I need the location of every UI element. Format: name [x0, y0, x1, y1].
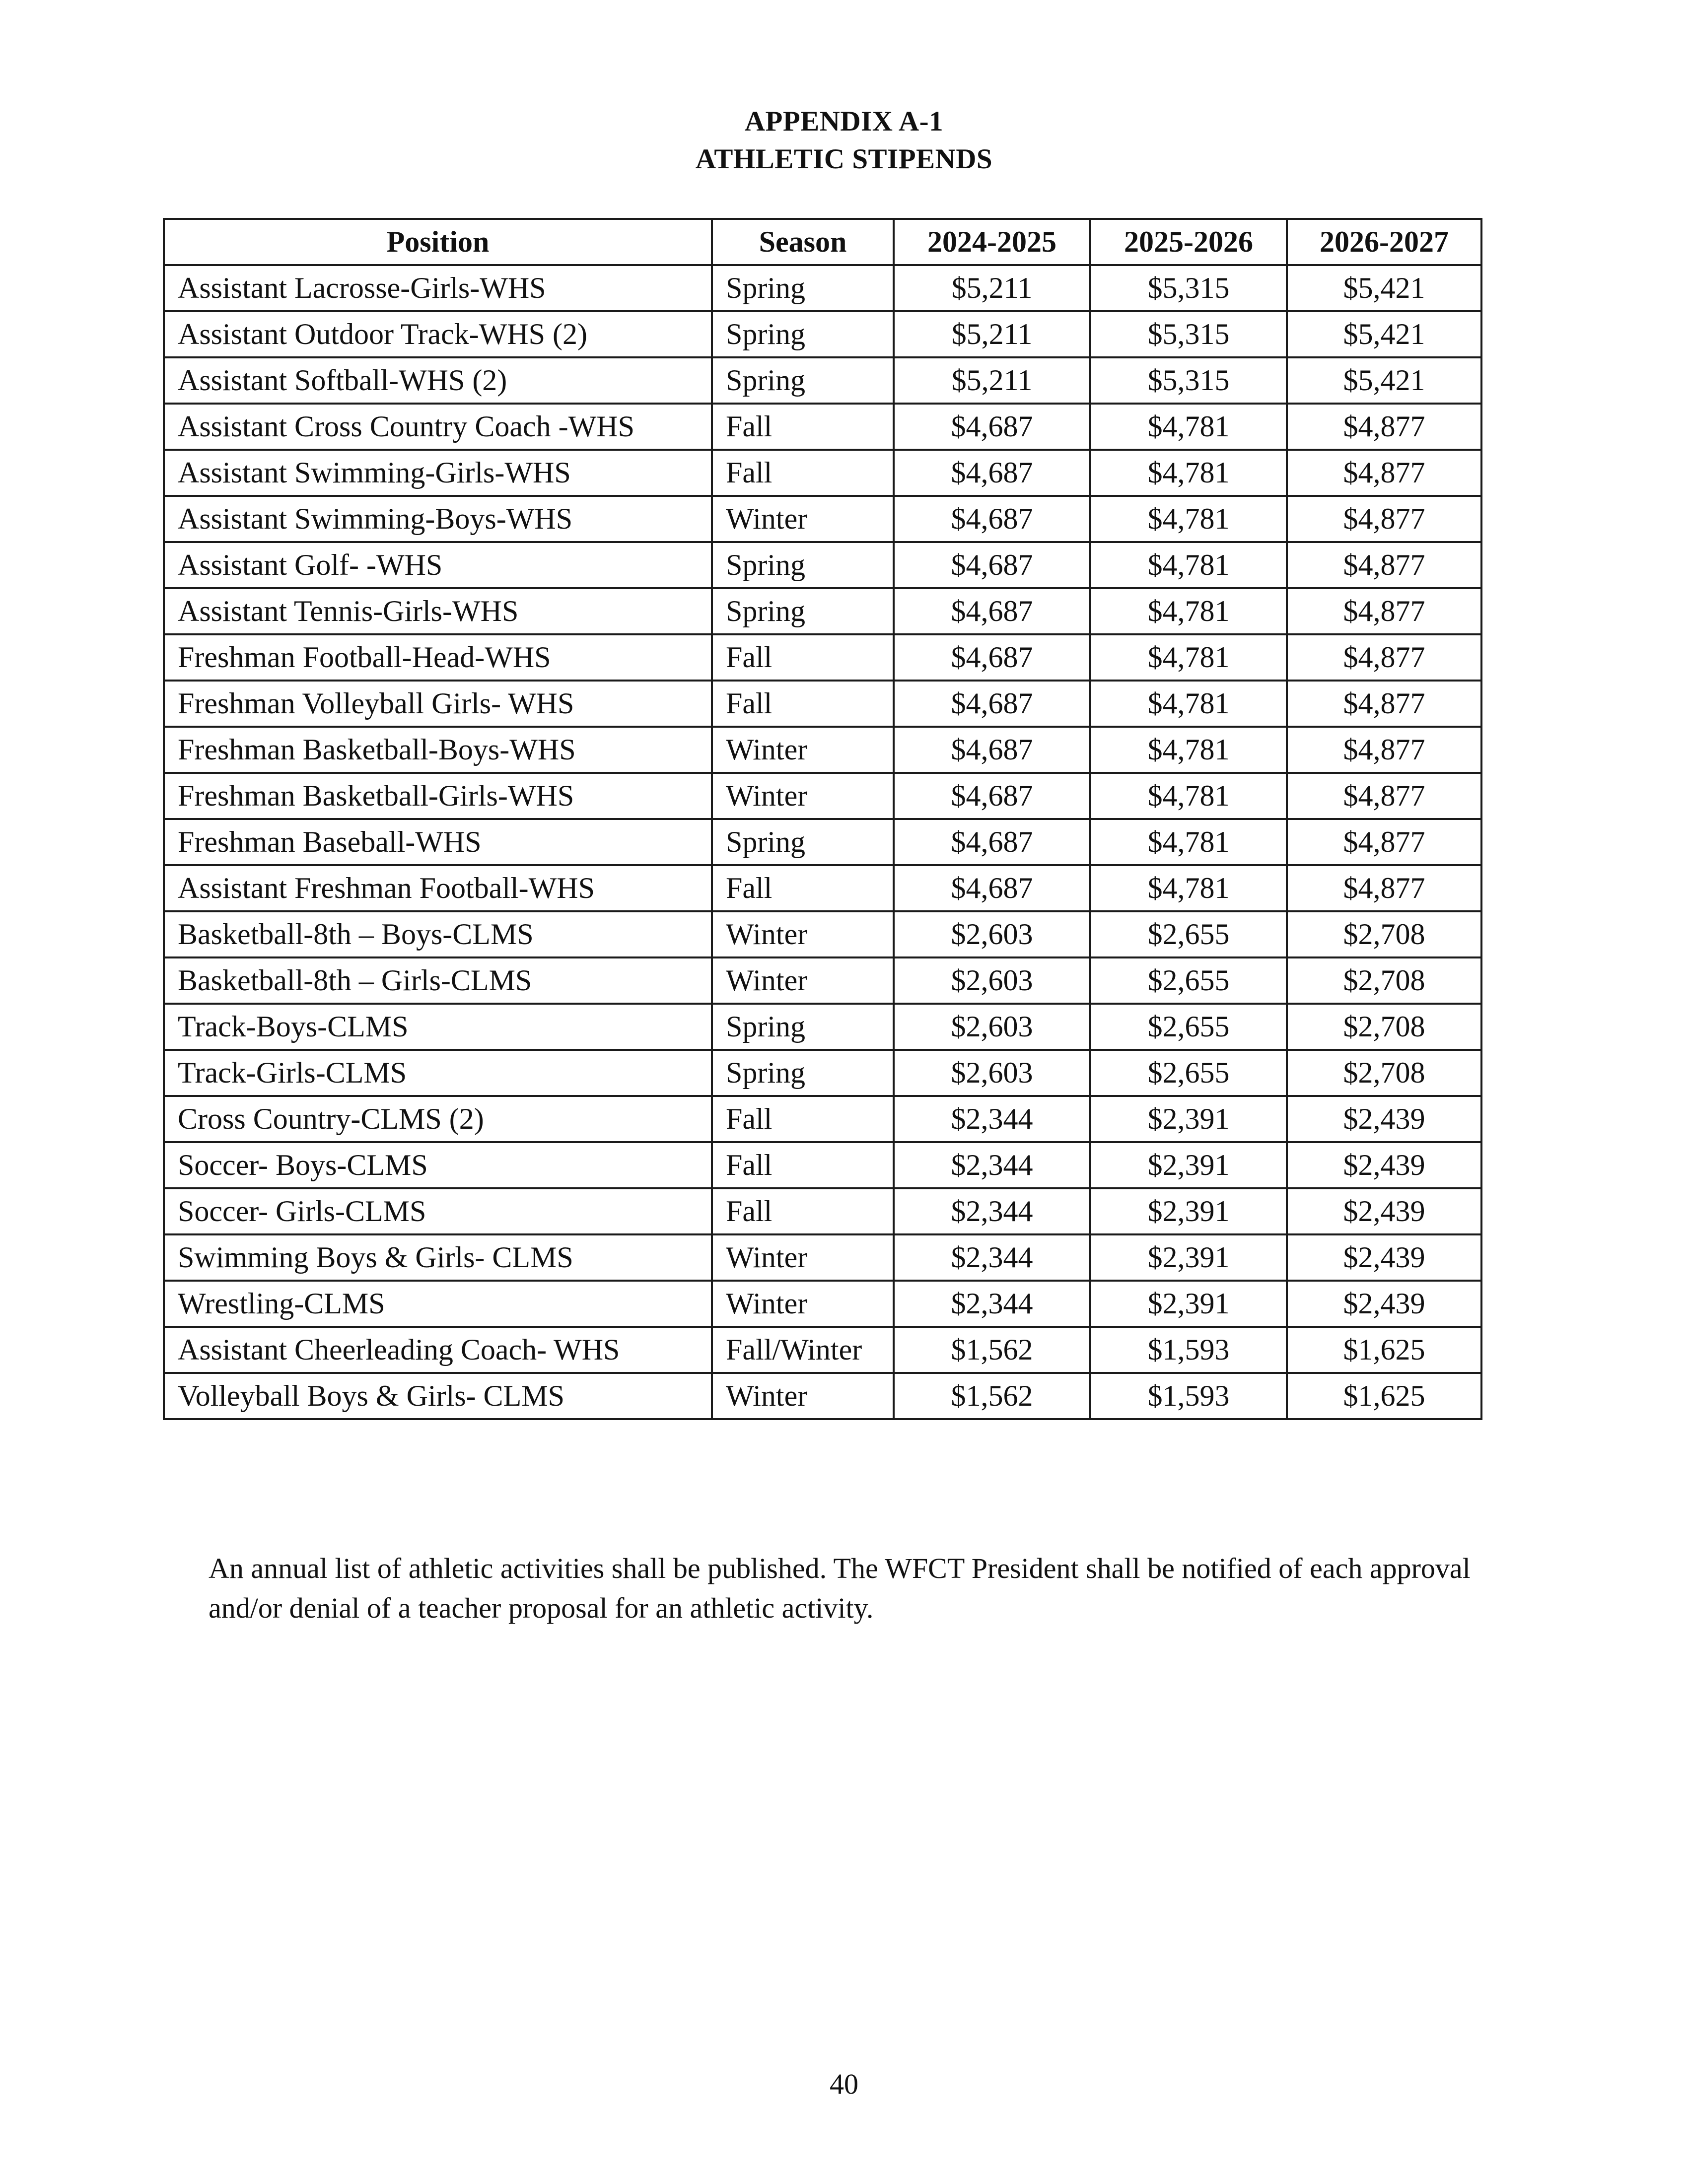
stipend-2026-2027-cell: $2,439 [1287, 1234, 1481, 1281]
season-cell: Fall [712, 634, 894, 681]
table-row [164, 1188, 1481, 1234]
position-cell: Cross Country-CLMS (2) [164, 1096, 712, 1142]
stipend-2026-2027-cell: $4,877 [1287, 727, 1481, 773]
stipends-table [163, 218, 1482, 1420]
table-row [164, 404, 1481, 450]
table-row [164, 865, 1481, 911]
season-cell: Fall [712, 681, 894, 727]
stipend-2025-2026-cell: $2,391 [1090, 1096, 1287, 1142]
season-cell: Fall [712, 1188, 894, 1234]
table-header-row [164, 219, 1481, 265]
position-cell: Assistant Swimming-Boys-WHS [164, 496, 712, 542]
stipend-2025-2026-cell: $4,781 [1090, 404, 1287, 450]
season-cell: Winter [712, 496, 894, 542]
table-row [164, 1327, 1481, 1373]
table-row [164, 1281, 1481, 1327]
position-cell: Assistant Swimming-Girls-WHS [164, 450, 712, 496]
column-header-2025-2026: 2025-2026 [1090, 219, 1287, 265]
season-cell: Winter [712, 773, 894, 819]
table-body [164, 265, 1481, 1419]
stipend-2025-2026-cell: $5,315 [1090, 357, 1287, 404]
stipend-2026-2027-cell: $4,877 [1287, 404, 1481, 450]
position-cell: Track-Boys-CLMS [164, 1004, 712, 1050]
table-row [164, 634, 1481, 681]
stipend-2026-2027-cell: $2,439 [1287, 1281, 1481, 1327]
stipend-2025-2026-cell: $4,781 [1090, 819, 1287, 865]
position-cell: Freshman Baseball-WHS [164, 819, 712, 865]
stipend-2024-2025-cell: $2,344 [894, 1234, 1090, 1281]
column-header-position: Position [164, 219, 712, 265]
season-cell: Winter [712, 1281, 894, 1327]
stipend-2024-2025-cell: $4,687 [894, 450, 1090, 496]
stipend-2025-2026-cell: $5,315 [1090, 265, 1287, 311]
stipend-2026-2027-cell: $1,625 [1287, 1373, 1481, 1419]
table-row [164, 265, 1481, 311]
stipend-2024-2025-cell: $4,687 [894, 819, 1090, 865]
page-subtitle: ATHLETIC STIPENDS [695, 143, 993, 175]
stipend-2026-2027-cell: $4,877 [1287, 496, 1481, 542]
season-cell: Winter [712, 1234, 894, 1281]
stipend-2026-2027-cell: $4,877 [1287, 865, 1481, 911]
season-cell: Fall [712, 404, 894, 450]
stipend-2026-2027-cell: $4,877 [1287, 634, 1481, 681]
stipend-2025-2026-cell: $2,655 [1090, 957, 1287, 1004]
position-cell: Assistant Cheerleading Coach- WHS [164, 1327, 712, 1373]
stipend-2026-2027-cell: $2,439 [1287, 1142, 1481, 1188]
position-cell: Track-Girls-CLMS [164, 1050, 712, 1096]
stipend-2025-2026-cell: $4,781 [1090, 865, 1287, 911]
stipend-2024-2025-cell: $5,211 [894, 311, 1090, 357]
stipend-2026-2027-cell: $2,708 [1287, 911, 1481, 957]
stipend-2025-2026-cell: $4,781 [1090, 588, 1287, 634]
season-cell: Spring [712, 1050, 894, 1096]
stipend-2024-2025-cell: $2,344 [894, 1142, 1090, 1188]
stipend-2025-2026-cell: $5,315 [1090, 311, 1287, 357]
stipend-2024-2025-cell: $4,687 [894, 542, 1090, 588]
stipend-2025-2026-cell: $2,391 [1090, 1234, 1287, 1281]
season-cell: Fall [712, 1096, 894, 1142]
position-cell: Freshman Basketball-Boys-WHS [164, 727, 712, 773]
page-number: 40 [830, 2068, 858, 2100]
season-cell: Winter [712, 1373, 894, 1419]
stipend-2024-2025-cell: $4,687 [894, 634, 1090, 681]
stipend-2026-2027-cell: $2,708 [1287, 1050, 1481, 1096]
stipend-2026-2027-cell: $4,877 [1287, 773, 1481, 819]
stipend-2026-2027-cell: $2,708 [1287, 957, 1481, 1004]
stipend-2025-2026-cell: $1,593 [1090, 1327, 1287, 1373]
season-cell: Spring [712, 1004, 894, 1050]
stipend-2024-2025-cell: $4,687 [894, 681, 1090, 727]
stipend-2024-2025-cell: $2,603 [894, 1004, 1090, 1050]
table-row [164, 311, 1481, 357]
stipend-2026-2027-cell: $4,877 [1287, 819, 1481, 865]
table-row [164, 1234, 1481, 1281]
season-cell: Fall [712, 865, 894, 911]
stipend-2026-2027-cell: $2,439 [1287, 1096, 1481, 1142]
table-row [164, 727, 1481, 773]
column-header-season: Season [712, 219, 894, 265]
position-cell: Assistant Freshman Football-WHS [164, 865, 712, 911]
table-row [164, 588, 1481, 634]
stipend-2024-2025-cell: $2,603 [894, 957, 1090, 1004]
table-row [164, 357, 1481, 404]
position-cell: Soccer- Boys-CLMS [164, 1142, 712, 1188]
stipend-2025-2026-cell: $2,655 [1090, 1004, 1287, 1050]
table-row [164, 450, 1481, 496]
table-row [164, 1050, 1481, 1096]
position-cell: Assistant Golf- -WHS [164, 542, 712, 588]
season-cell: Spring [712, 542, 894, 588]
table-row [164, 1004, 1481, 1050]
stipend-2024-2025-cell: $1,562 [894, 1327, 1090, 1373]
stipend-2024-2025-cell: $4,687 [894, 773, 1090, 819]
stipend-2025-2026-cell: $4,781 [1090, 681, 1287, 727]
position-cell: Basketball-8th – Girls-CLMS [164, 957, 712, 1004]
page-title: APPENDIX A-1 [744, 106, 944, 137]
stipend-2026-2027-cell: $4,877 [1287, 681, 1481, 727]
stipend-2026-2027-cell: $4,877 [1287, 450, 1481, 496]
season-cell: Winter [712, 911, 894, 957]
stipend-2025-2026-cell: $4,781 [1090, 727, 1287, 773]
stipend-2024-2025-cell: $4,687 [894, 865, 1090, 911]
stipend-2024-2025-cell: $2,603 [894, 911, 1090, 957]
stipend-2024-2025-cell: $1,562 [894, 1373, 1090, 1419]
stipend-2024-2025-cell: $2,344 [894, 1188, 1090, 1234]
position-cell: Assistant Lacrosse-Girls-WHS [164, 265, 712, 311]
position-cell: Soccer- Girls-CLMS [164, 1188, 712, 1234]
stipend-2025-2026-cell: $4,781 [1090, 542, 1287, 588]
note-paragraph: An annual list of athletic activities shall be published. The WFCT President shall be notified of each approval and/or denial of a teacher proposal for an athletic activity. [209, 1552, 1471, 1624]
season-cell: Fall [712, 1142, 894, 1188]
position-cell: Assistant Tennis-Girls-WHS [164, 588, 712, 634]
season-cell: Spring [712, 265, 894, 311]
stipend-2026-2027-cell: $1,625 [1287, 1327, 1481, 1373]
position-cell: Freshman Football-Head-WHS [164, 634, 712, 681]
season-cell: Fall/Winter [712, 1327, 894, 1373]
column-header-2026-2027: 2026-2027 [1287, 219, 1481, 265]
stipend-2026-2027-cell: $5,421 [1287, 357, 1481, 404]
season-cell: Spring [712, 819, 894, 865]
stipend-2024-2025-cell: $2,344 [894, 1281, 1090, 1327]
stipend-2024-2025-cell: $5,211 [894, 357, 1090, 404]
table-row [164, 773, 1481, 819]
position-cell: Assistant Softball-WHS (2) [164, 357, 712, 404]
stipend-2025-2026-cell: $2,655 [1090, 1050, 1287, 1096]
stipend-2026-2027-cell: $5,421 [1287, 311, 1481, 357]
table-row [164, 819, 1481, 865]
stipend-2024-2025-cell: $4,687 [894, 588, 1090, 634]
position-cell: Freshman Volleyball Girls- WHS [164, 681, 712, 727]
stipend-2024-2025-cell: $2,344 [894, 1096, 1090, 1142]
position-cell: Swimming Boys & Girls- CLMS [164, 1234, 712, 1281]
stipend-2024-2025-cell: $5,211 [894, 265, 1090, 311]
stipend-2026-2027-cell: $2,439 [1287, 1188, 1481, 1234]
stipend-2026-2027-cell: $5,421 [1287, 265, 1481, 311]
season-cell: Fall [712, 450, 894, 496]
stipend-2025-2026-cell: $4,781 [1090, 496, 1287, 542]
season-cell: Winter [712, 727, 894, 773]
table-row [164, 1096, 1481, 1142]
table-row [164, 1373, 1481, 1419]
stipend-2026-2027-cell: $2,708 [1287, 1004, 1481, 1050]
position-cell: Assistant Outdoor Track-WHS (2) [164, 311, 712, 357]
position-cell: Assistant Cross Country Coach -WHS [164, 404, 712, 450]
stipend-2024-2025-cell: $4,687 [894, 727, 1090, 773]
position-cell: Basketball-8th – Boys-CLMS [164, 911, 712, 957]
table-row [164, 542, 1481, 588]
stipend-2025-2026-cell: $1,593 [1090, 1373, 1287, 1419]
stipend-2025-2026-cell: $4,781 [1090, 634, 1287, 681]
column-header-2024-2025: 2024-2025 [894, 219, 1090, 265]
position-cell: Volleyball Boys & Girls- CLMS [164, 1373, 712, 1419]
table-row [164, 496, 1481, 542]
stipend-2025-2026-cell: $2,655 [1090, 911, 1287, 957]
season-cell: Spring [712, 588, 894, 634]
position-cell: Wrestling-CLMS [164, 1281, 712, 1327]
table-row [164, 911, 1481, 957]
stipend-2024-2025-cell: $4,687 [894, 404, 1090, 450]
stipend-2024-2025-cell: $2,603 [894, 1050, 1090, 1096]
position-cell: Freshman Basketball-Girls-WHS [164, 773, 712, 819]
season-cell: Spring [712, 311, 894, 357]
stipend-2025-2026-cell: $2,391 [1090, 1281, 1287, 1327]
stipend-2024-2025-cell: $4,687 [894, 496, 1090, 542]
stipend-2026-2027-cell: $4,877 [1287, 588, 1481, 634]
stipend-2025-2026-cell: $4,781 [1090, 450, 1287, 496]
stipend-2025-2026-cell: $2,391 [1090, 1188, 1287, 1234]
season-cell: Winter [712, 957, 894, 1004]
stipend-2025-2026-cell: $4,781 [1090, 773, 1287, 819]
season-cell: Spring [712, 357, 894, 404]
table-row [164, 1142, 1481, 1188]
table-row [164, 681, 1481, 727]
table-row [164, 957, 1481, 1004]
stipend-2026-2027-cell: $4,877 [1287, 542, 1481, 588]
stipend-2025-2026-cell: $2,391 [1090, 1142, 1287, 1188]
